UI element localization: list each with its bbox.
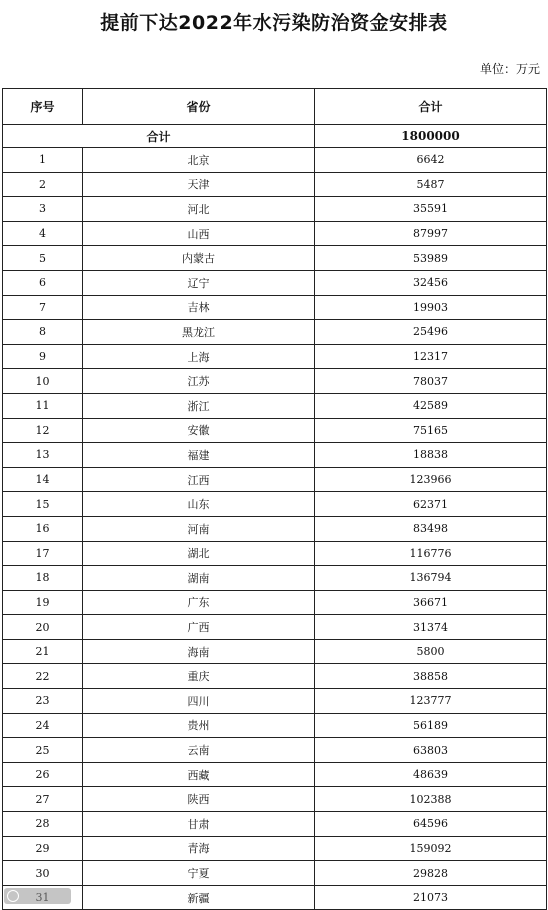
row-number: 27 [3,787,83,812]
row-number: 13 [3,443,83,468]
table-row [3,246,547,271]
table-row [3,812,547,837]
row-number: 7 [3,295,83,320]
table-row [3,861,547,886]
row-province: 宁夏 [83,861,315,886]
row-province: 江西 [83,467,315,492]
row-province: 山东 [83,492,315,517]
row-province: 福建 [83,443,315,468]
table-row [3,590,547,615]
row-province: 新疆 [83,885,315,910]
row-amount: 75165 [315,418,547,443]
row-amount: 18838 [315,443,547,468]
row-amount: 35591 [315,197,547,222]
row-amount: 38858 [315,664,547,689]
row-amount: 42589 [315,393,547,418]
row-number: 9 [3,344,83,369]
weibo-watermark-icon [4,888,71,904]
table-row [3,148,547,173]
row-amount: 56189 [315,713,547,738]
row-number: 20 [3,615,83,640]
header-province: 省份 [83,89,315,125]
row-province: 重庆 [83,664,315,689]
row-number: 28 [3,812,83,837]
row-province: 云南 [83,738,315,763]
total-label: 合计 [3,125,315,148]
table-row [3,443,547,468]
table-row [3,713,547,738]
row-province: 海南 [83,639,315,664]
row-number: 14 [3,467,83,492]
table-row [3,344,547,369]
table-row [3,516,547,541]
row-amount: 29828 [315,861,547,886]
row-province: 山西 [83,221,315,246]
row-amount: 53989 [315,246,547,271]
row-province: 黑龙江 [83,320,315,345]
row-number: 22 [3,664,83,689]
row-amount: 136794 [315,566,547,591]
table-row [3,492,547,517]
table-row [3,836,547,861]
row-number: 18 [3,566,83,591]
row-number: 10 [3,369,83,394]
row-amount: 36671 [315,590,547,615]
row-province: 广西 [83,615,315,640]
table-row [3,615,547,640]
table-row [3,738,547,763]
funding-table [2,88,547,910]
row-amount: 5800 [315,639,547,664]
row-province: 北京 [83,148,315,173]
table-row [3,639,547,664]
total-value: 1800000 [315,125,547,148]
row-amount: 25496 [315,320,547,345]
row-province: 江苏 [83,369,315,394]
table-row [3,787,547,812]
row-province: 广东 [83,590,315,615]
row-amount: 116776 [315,541,547,566]
row-province: 上海 [83,344,315,369]
row-province: 甘肃 [83,812,315,837]
row-province: 河南 [83,516,315,541]
row-province: 湖南 [83,566,315,591]
table-row [3,541,547,566]
table-row [3,393,547,418]
table-row [3,762,547,787]
row-number: 25 [3,738,83,763]
row-amount: 64596 [315,812,547,837]
row-number: 30 [3,861,83,886]
header-total: 合计 [315,89,547,125]
row-amount: 5487 [315,172,547,197]
row-amount: 102388 [315,787,547,812]
row-province: 青海 [83,836,315,861]
row-number: 19 [3,590,83,615]
table-row [3,295,547,320]
row-amount: 21073 [315,885,547,910]
table-row [3,885,547,910]
row-number: 12 [3,418,83,443]
row-number: 5 [3,246,83,271]
table-row [3,369,547,394]
row-amount: 48639 [315,762,547,787]
row-number: 3 [3,197,83,222]
row-number: 23 [3,689,83,714]
row-province: 西藏 [83,762,315,787]
table-row [3,270,547,295]
unit-label: 单位：万元 [479,62,540,76]
table-row [3,197,547,222]
row-province: 湖北 [83,541,315,566]
row-amount: 123777 [315,689,547,714]
row-province: 陕西 [83,787,315,812]
row-amount: 12317 [315,344,547,369]
table-row [3,689,547,714]
row-amount: 6642 [315,148,547,173]
table-row [3,418,547,443]
row-province: 浙江 [83,393,315,418]
row-province: 四川 [83,689,315,714]
table-row [3,664,547,689]
total-row [3,125,547,148]
row-amount: 123966 [315,467,547,492]
row-number: 26 [3,762,83,787]
table-header-row [3,89,547,125]
row-province: 贵州 [83,713,315,738]
table-row [3,320,547,345]
table-row [3,221,547,246]
row-number: 8 [3,320,83,345]
page-title: 提前下达2022年水污染防治资金安排表 [100,12,448,34]
header-no: 序号 [3,89,83,125]
row-number: 2 [3,172,83,197]
table-row [3,566,547,591]
row-province: 辽宁 [83,270,315,295]
table-row [3,467,547,492]
row-amount: 78037 [315,369,547,394]
row-province: 安徽 [83,418,315,443]
row-amount: 31374 [315,615,547,640]
row-number: 21 [3,639,83,664]
row-number: 11 [3,393,83,418]
row-province: 吉林 [83,295,315,320]
row-number: 4 [3,221,83,246]
row-amount: 87997 [315,221,547,246]
table-row [3,172,547,197]
row-number: 15 [3,492,83,517]
row-amount: 32456 [315,270,547,295]
row-number: 6 [3,270,83,295]
row-number: 17 [3,541,83,566]
row-number: 16 [3,516,83,541]
row-province: 天津 [83,172,315,197]
row-amount: 19903 [315,295,547,320]
row-amount: 83498 [315,516,547,541]
row-amount: 159092 [315,836,547,861]
row-province: 内蒙古 [83,246,315,271]
row-amount: 62371 [315,492,547,517]
row-amount: 63803 [315,738,547,763]
row-number: 29 [3,836,83,861]
row-province: 河北 [83,197,315,222]
row-number: 24 [3,713,83,738]
row-number: 1 [3,148,83,173]
